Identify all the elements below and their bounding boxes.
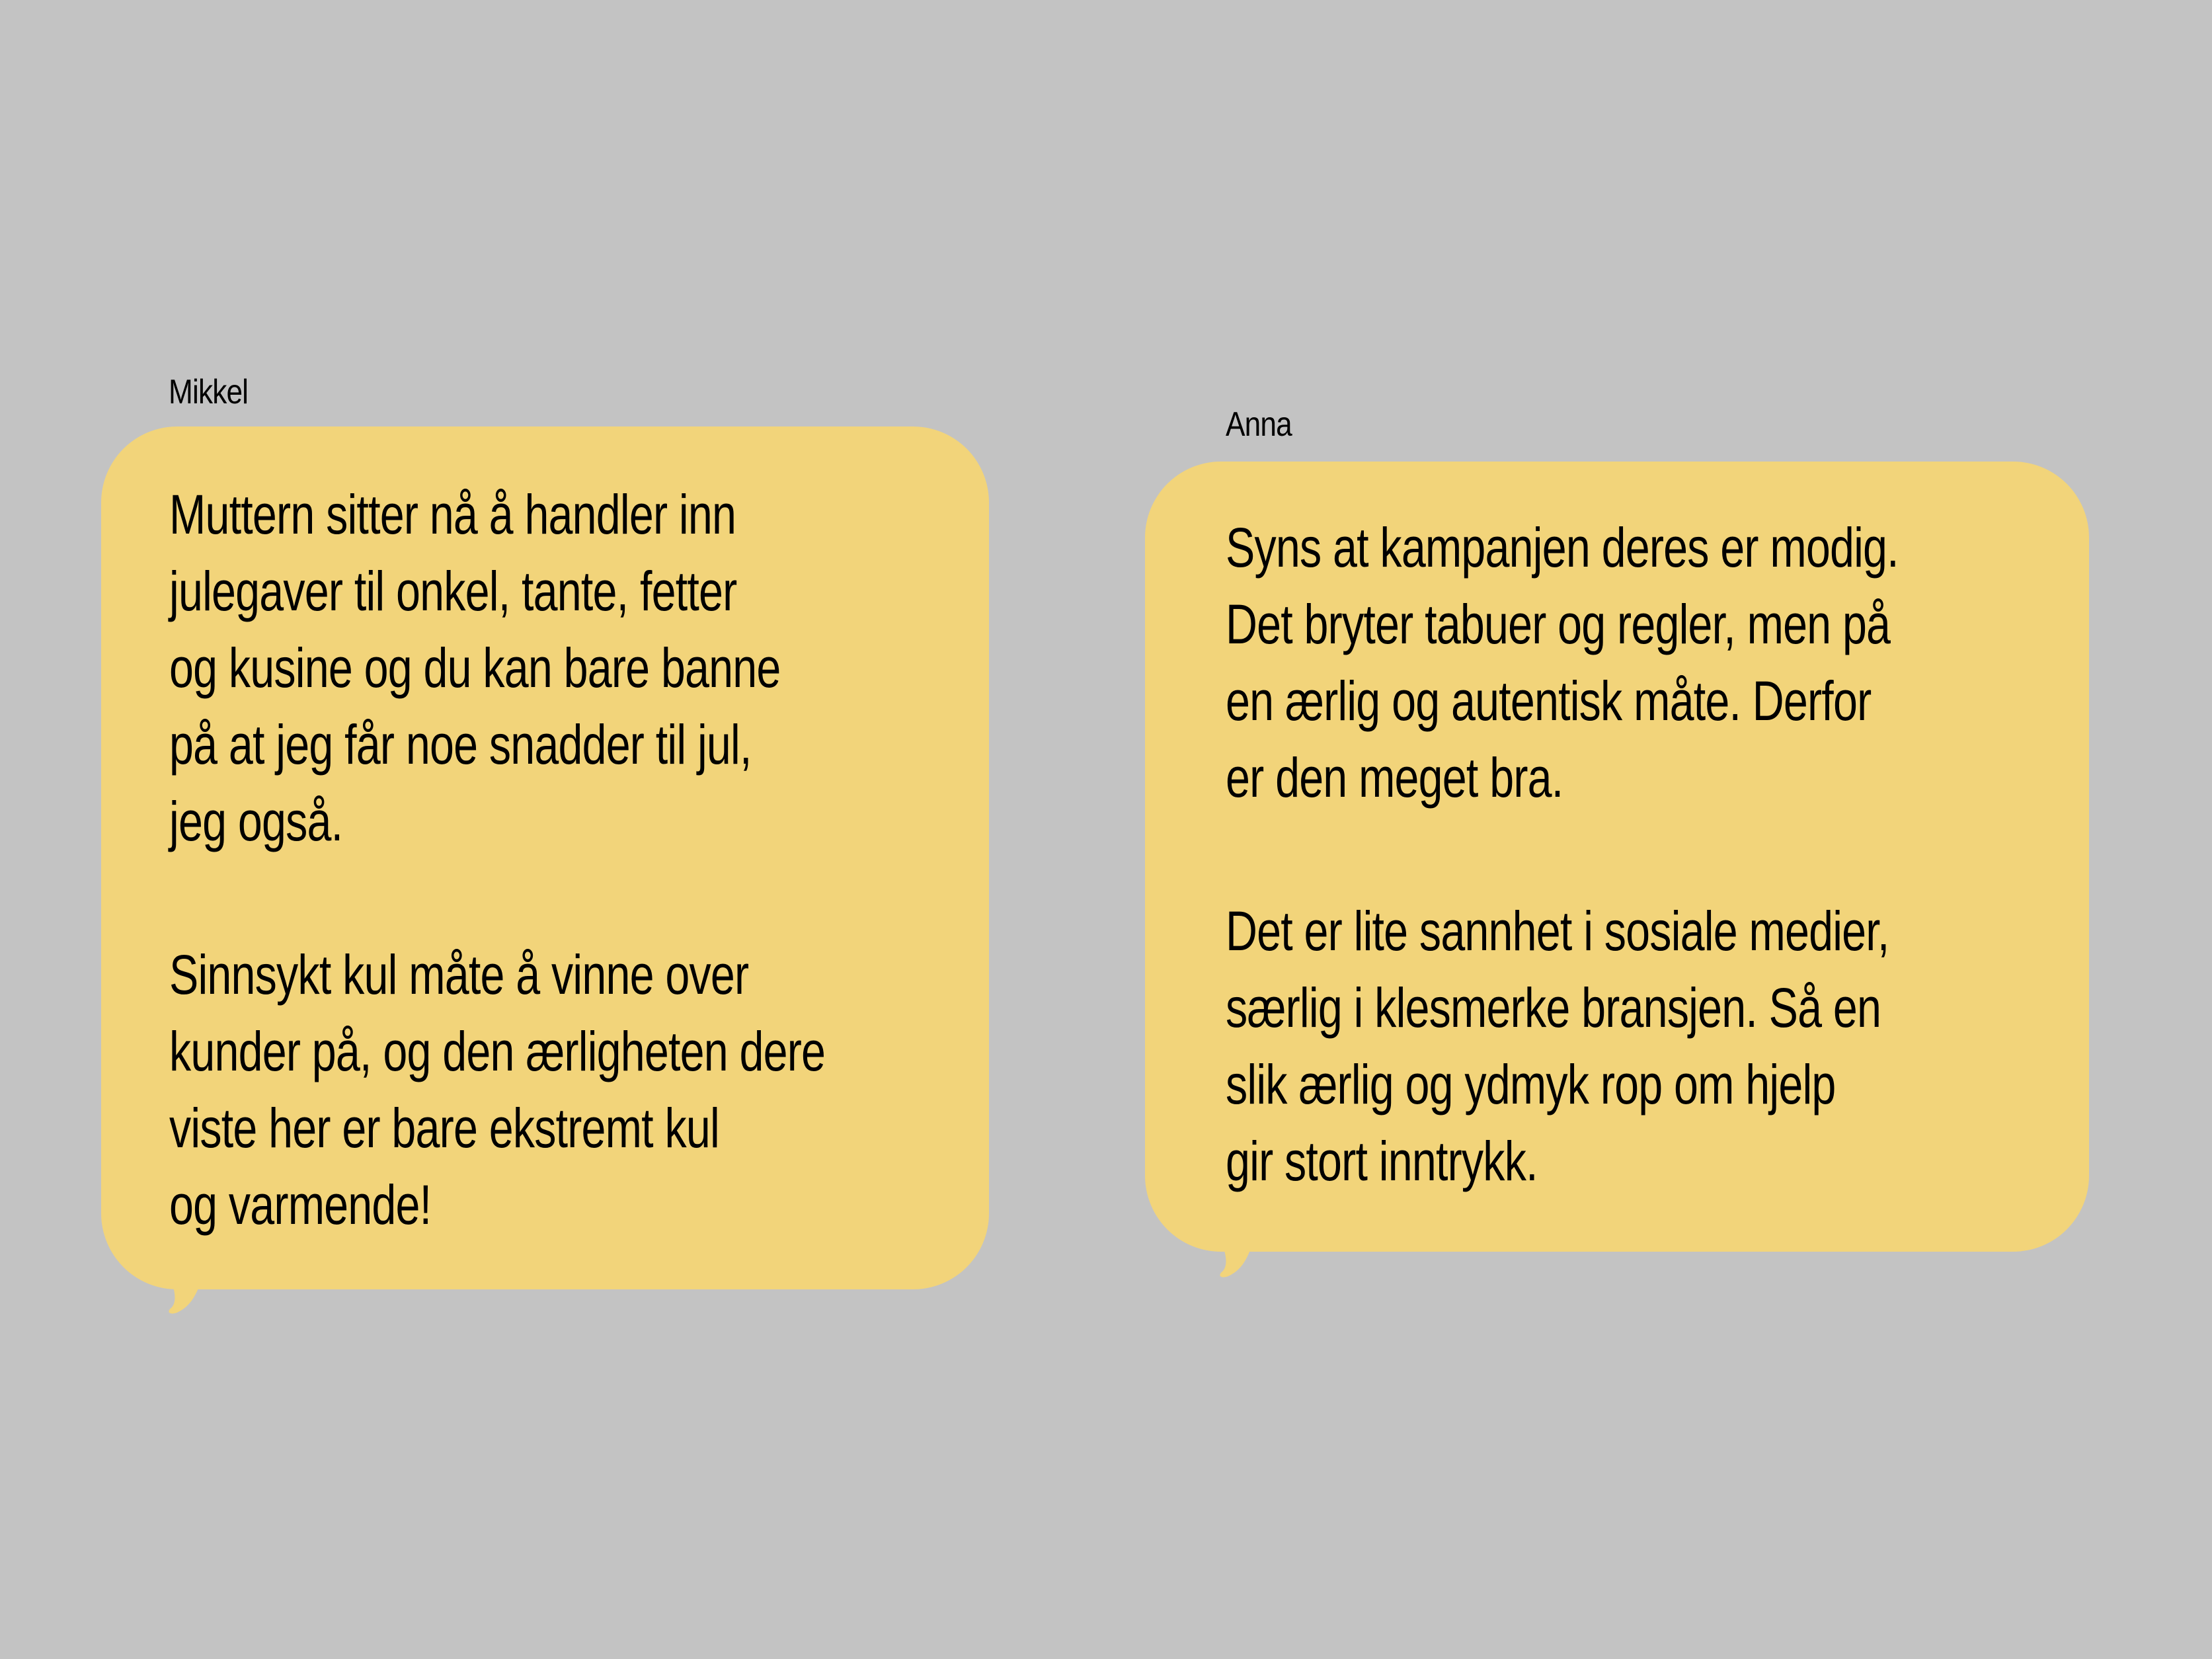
bubble-tail-mikkel	[165, 1279, 205, 1319]
message-paragraph: Muttern sitter nå å handler inn julegaver til onkel, tante, fetter og kusine og du kan bare banne på at jeg får noe snadder til jul, jeg også.	[169, 483, 781, 852]
message-text-anna	[1226, 509, 1899, 1199]
sender-name-mikkel: Mikkel	[169, 373, 249, 411]
bubble-tail-anna	[1216, 1243, 1256, 1283]
message-paragraph: Syns at kampanjen deres er modig. Det bryter tabuer og regler, men på en ærlig og autentisk måte. Derfor er den meget bra.	[1226, 516, 1899, 809]
message-text-mikkel	[169, 476, 825, 1243]
sender-name-anna: Anna	[1226, 405, 1292, 444]
message-paragraph: Sinnsykt kul måte å vinne over kunder på, og den ærligheten dere viste her er bare ekstremt kul og varmende!	[169, 944, 826, 1236]
message-paragraph: Det er lite sannhet i sosiale medier, særlig i klesmerke bransjen. Så en slik ærlig og ydmyk rop om hjelp gir stort inntrykk.	[1226, 900, 1889, 1192]
